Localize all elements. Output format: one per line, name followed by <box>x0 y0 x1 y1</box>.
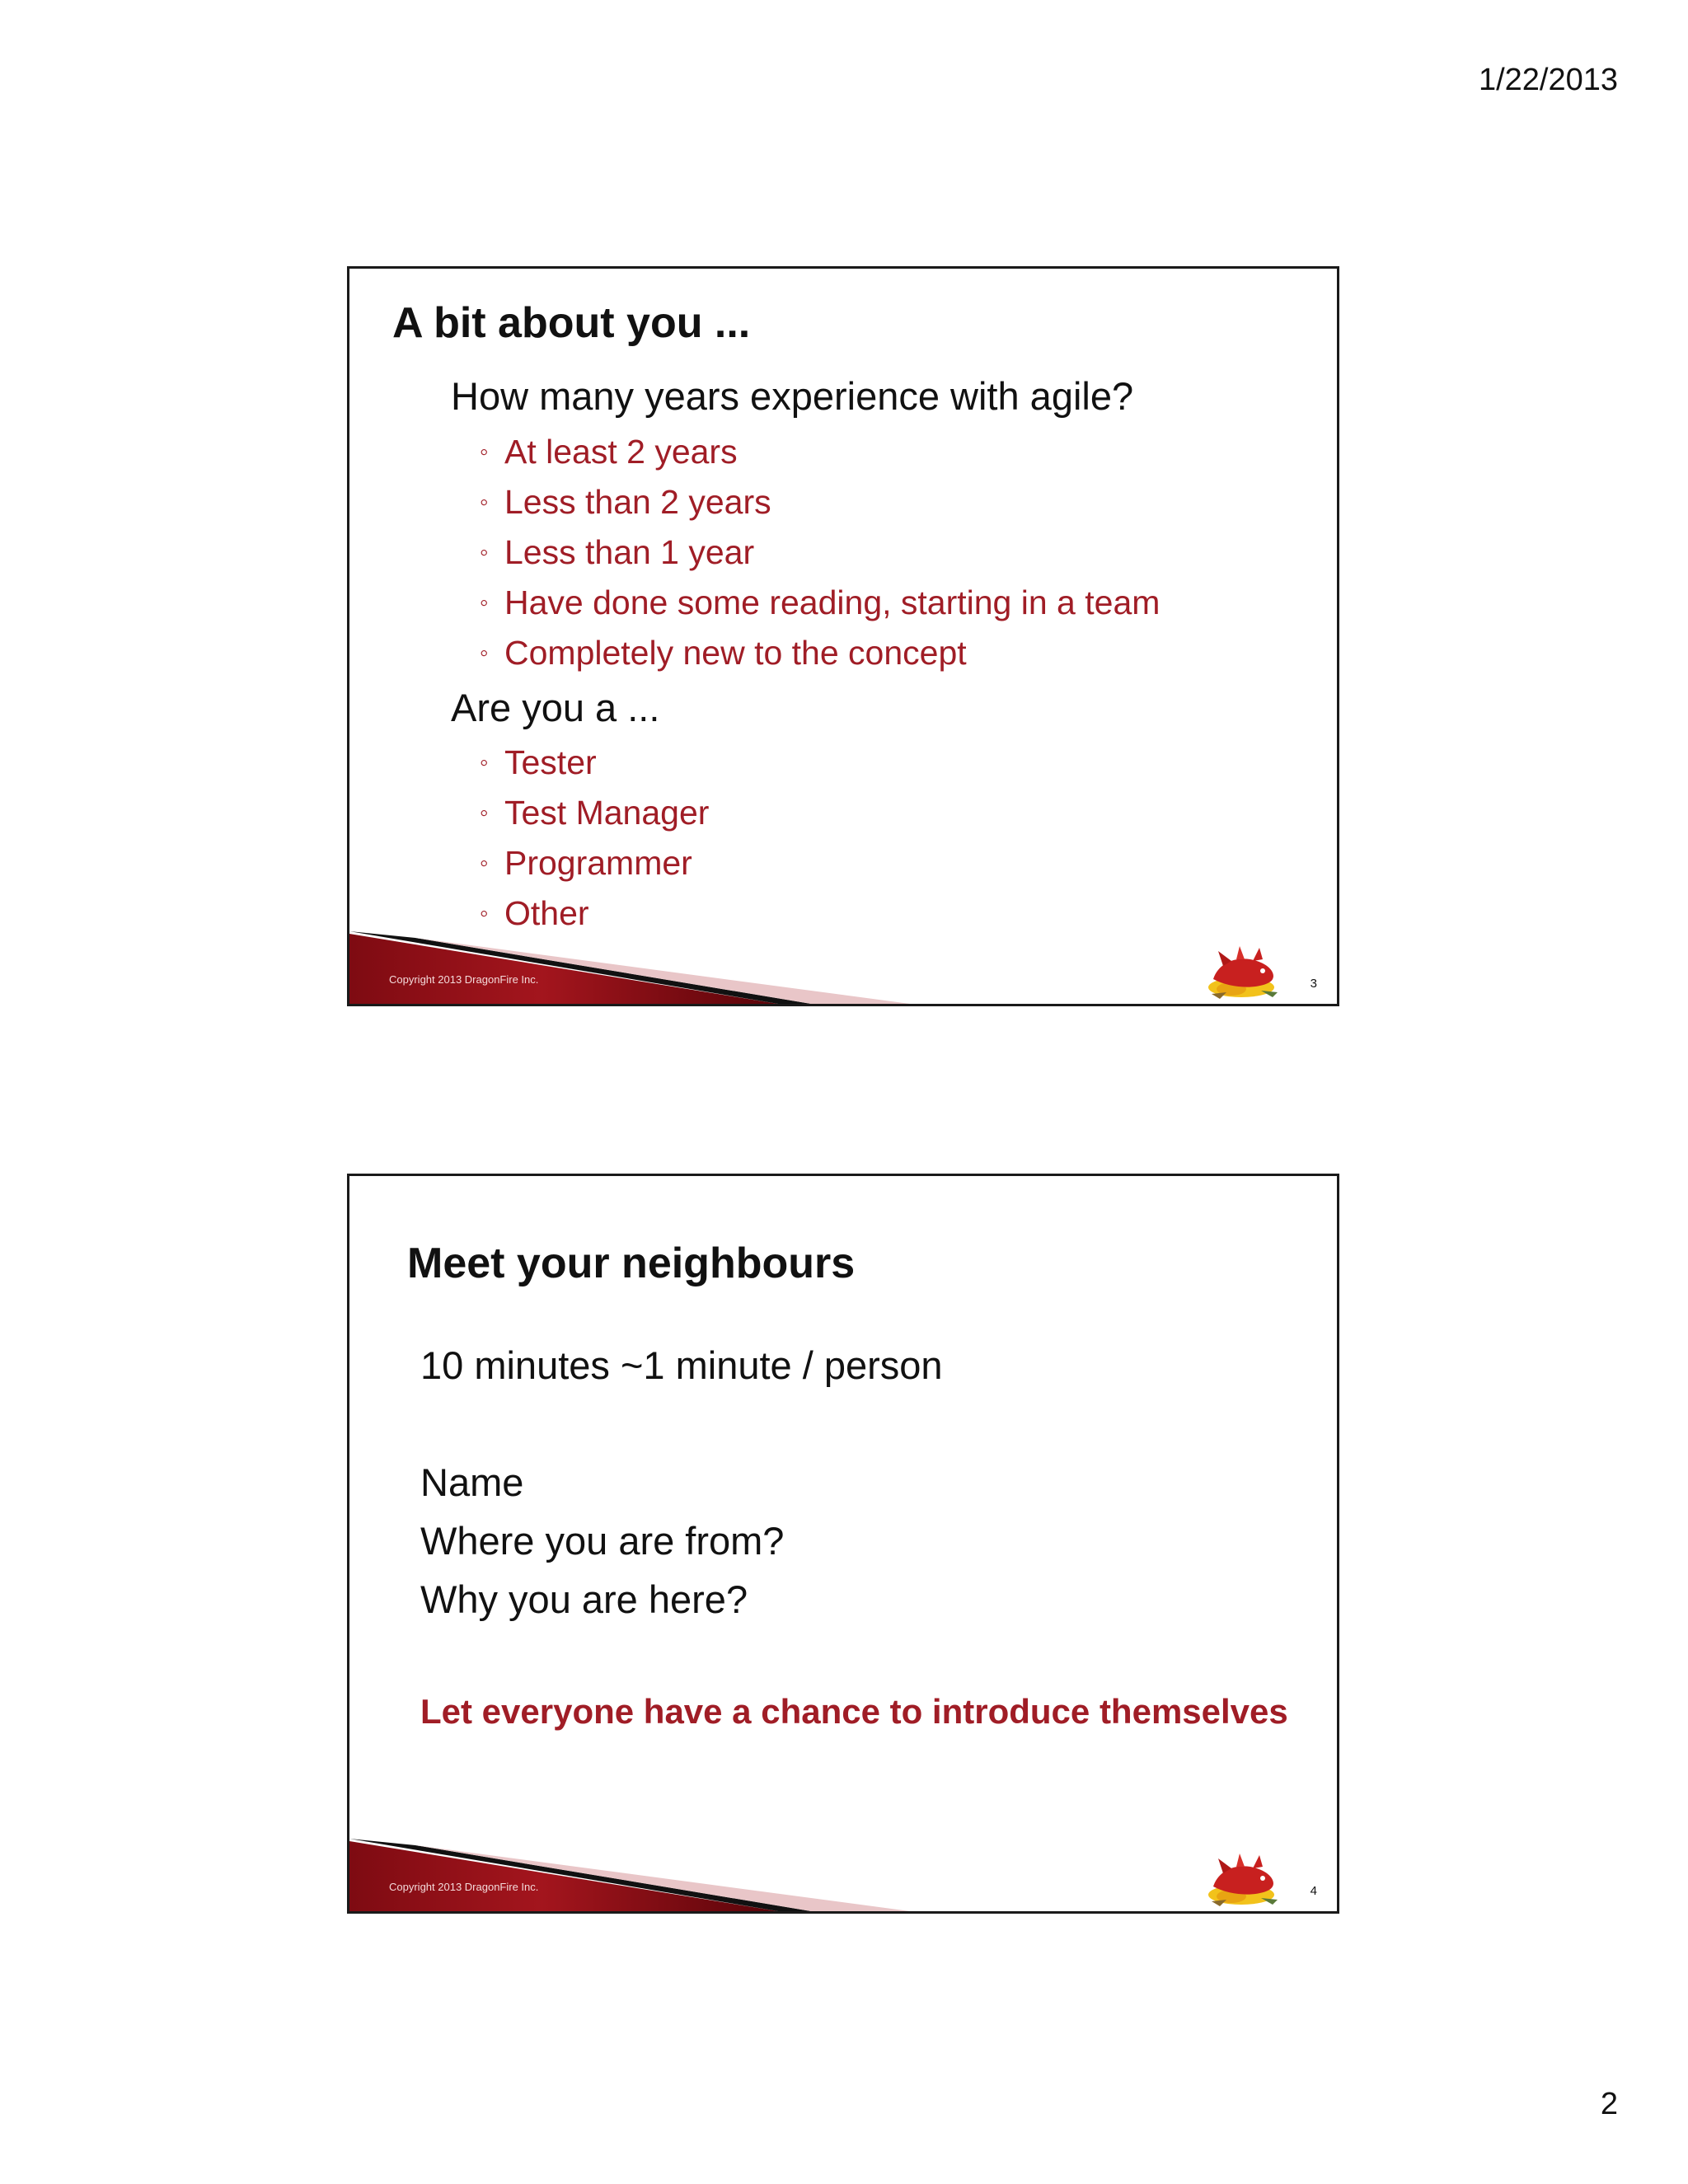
bullet-circle-icon: ◦ <box>480 850 489 877</box>
list-item: ◦ Less than 2 years <box>480 477 1160 527</box>
list-item: ◦ Other <box>480 888 709 939</box>
list-item: ◦ Tester <box>480 738 709 788</box>
slide-meet-your-neighbours <box>347 1174 1339 1914</box>
bullet-circle-icon: ◦ <box>480 799 489 827</box>
list-item: ◦ Less than 1 year <box>480 527 1160 578</box>
dragon-logo-icon <box>1203 1850 1282 1908</box>
question-heading-role: Are you a ... <box>451 686 660 729</box>
slide-title: Meet your neighbours <box>407 1240 856 1287</box>
page-date: 1/22/2013 <box>1478 63 1618 97</box>
slide-number: 3 <box>1310 977 1317 991</box>
prompt-name: Name <box>420 1460 524 1504</box>
list-item: ◦ Completely new to the concept <box>480 628 1160 678</box>
list-item: ◦ Test Manager <box>480 788 709 838</box>
bullet-circle-icon: ◦ <box>480 900 489 927</box>
copyright-text: Copyright 2013 DragonFire Inc. <box>389 973 539 986</box>
bullet-circle-icon: ◦ <box>480 589 489 616</box>
list-item: ◦ Programmer <box>480 838 709 888</box>
slide-a-bit-about-you <box>347 266 1339 1006</box>
question-heading-experience: How many years experience with agile? <box>451 374 1134 418</box>
bullet-circle-icon: ◦ <box>480 438 489 466</box>
options-list-role <box>480 738 709 939</box>
prompt-why-here: Why you are here? <box>420 1577 748 1621</box>
slide-number: 4 <box>1310 1884 1317 1898</box>
list-item: ◦ Have done some reading, starting in a team <box>480 578 1160 628</box>
bullet-circle-icon: ◦ <box>480 539 489 566</box>
facilitator-note: Let everyone have a chance to introduce themselves <box>420 1692 1288 1731</box>
bullet-circle-icon: ◦ <box>480 749 489 776</box>
options-list-experience <box>480 427 1160 678</box>
list-item: ◦ At least 2 years <box>480 427 1160 477</box>
bullet-circle-icon: ◦ <box>480 640 489 667</box>
copyright-text: Copyright 2013 DragonFire Inc. <box>389 1881 539 1893</box>
bullet-circle-icon: ◦ <box>480 489 489 516</box>
slide-title: A bit about you ... <box>392 299 751 347</box>
prompt-where-from: Where you are from? <box>420 1519 785 1563</box>
timing-line: 10 minutes ~1 minute / person <box>420 1343 943 1387</box>
page-number: 2 <box>1600 2087 1618 2121</box>
dragon-logo-icon <box>1203 943 1282 1001</box>
